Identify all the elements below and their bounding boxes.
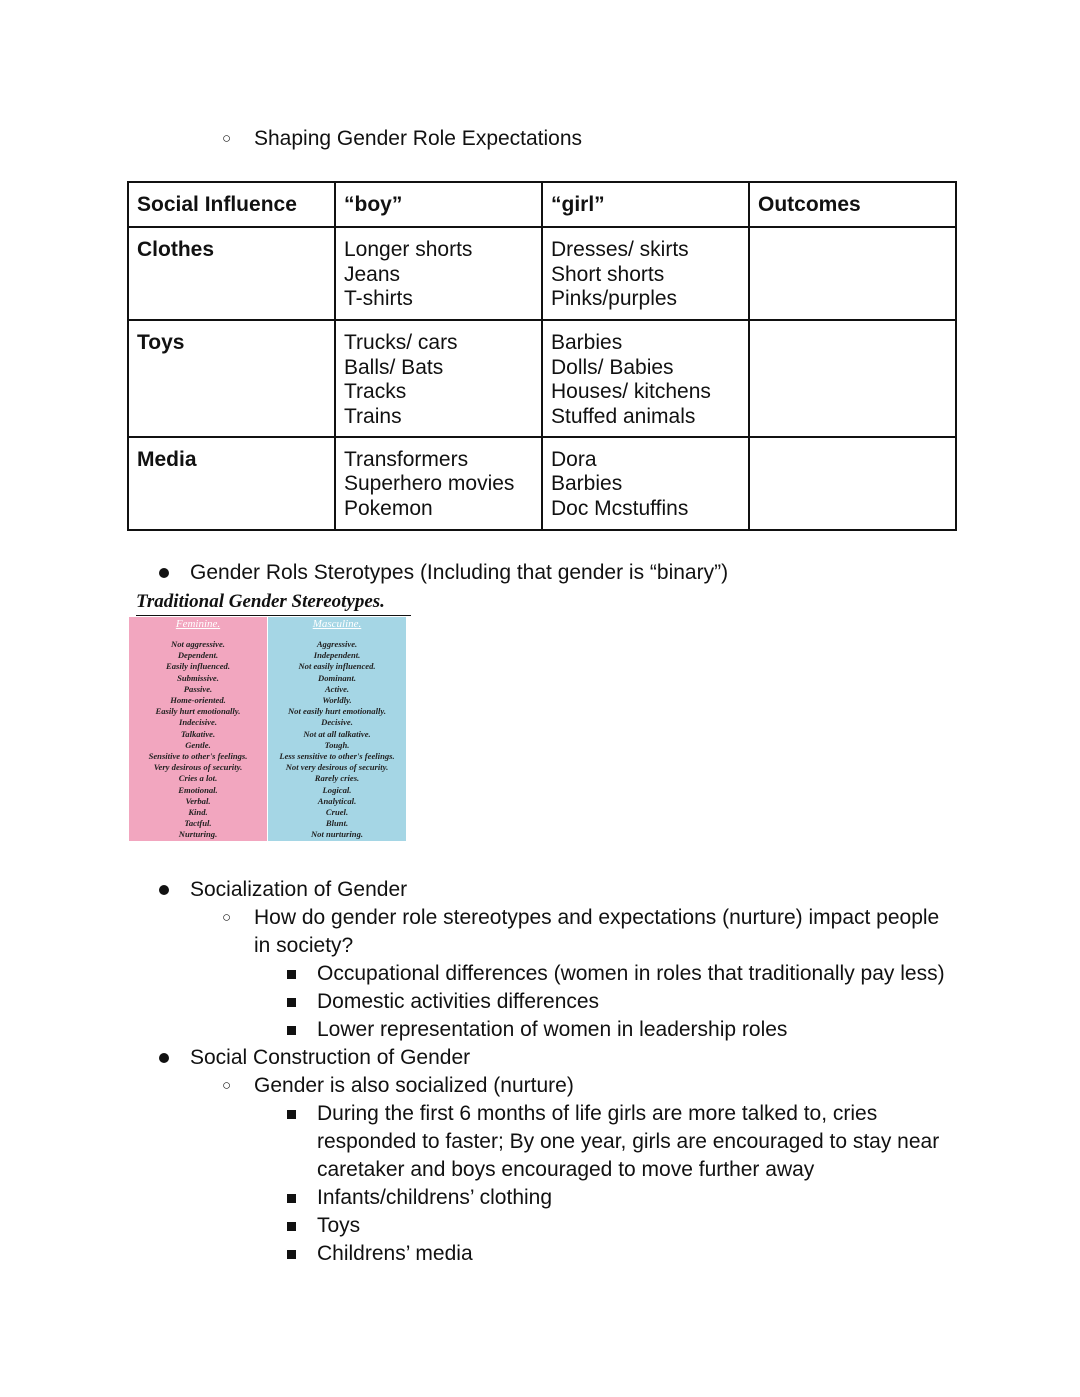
trait-item: Indecisive. [179, 717, 217, 728]
trait-item: Not nurturing. [310, 829, 364, 840]
construction-point-line: caretaker and boys encouraged to move further away [317, 1158, 815, 1181]
square-bullet-icon [287, 1194, 296, 1203]
trait-item: Cries a lot. [178, 773, 218, 784]
table-row [128, 227, 956, 320]
trait-item: Home-oriented. [170, 695, 226, 706]
trait-item: Passive. [183, 683, 213, 694]
cell-item: Houses/ kitchens [551, 380, 711, 404]
socialization-title: Socialization of Gender [190, 878, 408, 901]
trait-item: Decisive. [321, 717, 353, 728]
figure-title: Traditional Gender Stereotypes. [136, 590, 411, 616]
construction-point: Toys [317, 1214, 361, 1237]
trait-item: Cruel. [325, 807, 349, 818]
square-bullet-icon [287, 1250, 296, 1259]
trait-item: Easily hurt emotionally. [155, 706, 241, 717]
socialization-point: Lower representation of women in leadership roles [317, 1018, 788, 1041]
header-social-influence: Social Influence [128, 182, 335, 227]
bullet-icon [159, 568, 169, 578]
trait-item: Tough. [324, 739, 350, 750]
boy-cell [335, 437, 542, 530]
socialization-question-line: in society? [254, 934, 354, 957]
trait-item: Not easily influenced. [298, 661, 376, 672]
influence-cell: Media [128, 437, 335, 530]
cell-item: Barbies [551, 331, 623, 355]
cell-item: Pokemon [344, 496, 433, 520]
cell-item: Short shorts [551, 262, 665, 286]
construction-point: Infants/childrens’ clothing [317, 1186, 553, 1209]
trait-item: Logical. [322, 784, 352, 795]
cell-item: Stuffed animals [551, 404, 696, 428]
trait-item: Less sensitive to other's feelings. [279, 751, 395, 762]
feminine-heading: Feminine. [175, 618, 221, 630]
trait-item: Worldly. [322, 695, 352, 706]
socialization-question-line: How do gender role stereotypes and expectations (nurture) impact people [254, 906, 940, 929]
cell-item: T-shirts [344, 287, 413, 311]
masculine-column [268, 617, 406, 841]
cell-item: Trucks/ cars [344, 331, 458, 355]
cell-item: Longer shorts [344, 238, 473, 262]
stereotypes-figure [129, 590, 406, 841]
cell-item: Jeans [344, 262, 401, 286]
table-header-row [128, 182, 956, 227]
trait-item: Talkative. [180, 728, 216, 739]
table-row [128, 320, 956, 436]
hollow-bullet-icon: ○ [222, 1077, 232, 1094]
trait-item: Very desirous of security. [153, 762, 243, 773]
feminine-trait-list [129, 639, 267, 841]
trait-item: Tactful. [184, 818, 212, 829]
gender-role-table [127, 181, 957, 531]
square-bullet-icon [287, 1222, 296, 1231]
hollow-bullet-icon: ○ [222, 130, 232, 147]
construction-point-line: responded to faster; By one year, girls are encouraged to stay near [317, 1130, 940, 1153]
outcomes-cell [749, 227, 956, 320]
trait-item: Gentle. [185, 739, 211, 750]
outcomes-cell [749, 437, 956, 530]
bullet-icon [159, 1053, 169, 1063]
trait-item: Blunt. [325, 818, 349, 829]
trait-item: Easily influenced. [166, 661, 230, 672]
masculine-heading: Masculine. [312, 618, 362, 630]
construction-point: Childrens’ media [317, 1242, 473, 1265]
trait-item: Rarely cries. [314, 773, 360, 784]
trait-item: Dominant. [318, 672, 356, 683]
construction-title: Social Construction of Gender [190, 1046, 471, 1069]
stereotypes-bullet-text: Gender Rols Sterotypes (Including that gender is “binary”) [190, 561, 729, 584]
cell-item: Dresses/ skirts [551, 238, 689, 262]
hollow-bullet-icon: ○ [222, 909, 232, 926]
trait-item: Submissive. [177, 672, 219, 683]
socialization-point: Occupational differences (women in roles that traditionally pay less) [317, 962, 945, 985]
bullet-icon [159, 885, 169, 895]
trait-item: Independent. [313, 650, 361, 661]
girl-cell [542, 227, 749, 320]
cell-item: Transformers [344, 447, 469, 471]
trait-item: Dependent. [177, 650, 219, 661]
square-bullet-icon [287, 1026, 296, 1035]
square-bullet-icon [287, 1110, 296, 1119]
trait-item: Emotional. [178, 784, 218, 795]
cell-item: Pinks/purples [551, 287, 678, 311]
influence-cell: Clothes [128, 227, 335, 320]
trait-item: Kind. [188, 807, 208, 818]
trait-item: Sensitive to other's feelings. [148, 751, 248, 762]
outcomes-cell [749, 320, 956, 436]
socialization-point: Domestic activities differences [317, 990, 600, 1013]
boy-cell [335, 320, 542, 436]
boy-cell [335, 227, 542, 320]
influence-cell: Toys [128, 320, 335, 436]
trait-item: Active. [324, 683, 350, 694]
girl-cell [542, 320, 749, 436]
trait-item: Not aggressive. [171, 639, 225, 649]
table-row [128, 437, 956, 530]
section-heading: Shaping Gender Role Expectations [254, 127, 583, 150]
trait-item: Not very desirous of security. [285, 762, 389, 773]
square-bullet-icon [287, 998, 296, 1007]
trait-item: Aggressive. [316, 639, 358, 649]
construction-sub: Gender is also socialized (nurture) [254, 1074, 574, 1097]
construction-point-line: During the first 6 months of life girls are more talked to, cries [317, 1102, 878, 1125]
cell-item: Dora [551, 447, 597, 471]
cell-item: Trains [344, 404, 402, 428]
girl-cell [542, 437, 749, 530]
trait-item: Not easily hurt emotionally. [287, 706, 387, 717]
header-boy: “boy” [335, 182, 542, 227]
cell-item: Barbies [551, 472, 623, 496]
cell-item: Doc Mcstuffins [551, 496, 689, 520]
cell-item: Tracks [344, 380, 407, 404]
trait-item: Not at all talkative. [303, 728, 371, 739]
header-outcomes: Outcomes [749, 182, 956, 227]
cell-item: Superhero movies [344, 472, 515, 496]
trait-item: Nurturing. [178, 829, 218, 840]
header-girl: “girl” [542, 182, 749, 227]
trait-item: Verbal. [185, 795, 211, 806]
cell-item: Balls/ Bats [344, 355, 444, 379]
feminine-column [129, 617, 267, 841]
square-bullet-icon [287, 970, 296, 979]
cell-item: Dolls/ Babies [551, 355, 674, 379]
trait-item: Analytical. [317, 795, 357, 806]
masculine-trait-list [268, 639, 406, 841]
